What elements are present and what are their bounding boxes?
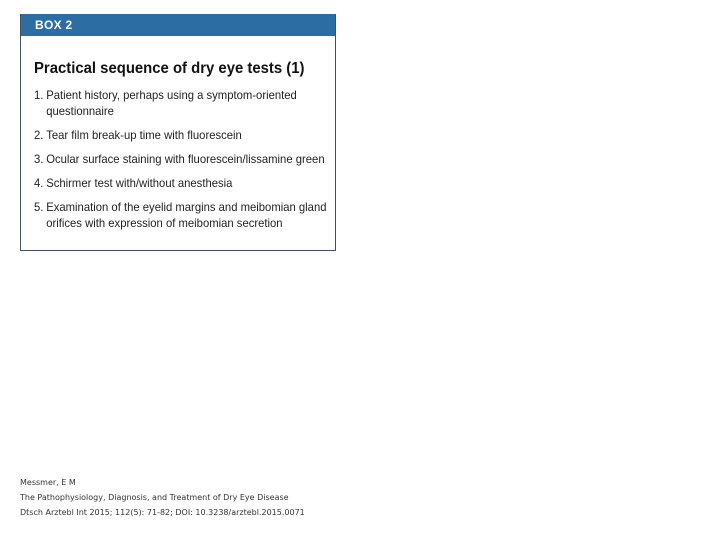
item-text: Ocular surface staining with fluorescein/lissamine green [46, 152, 325, 166]
citation-reference: Dtsch Arztebl Int 2015; 112(5): 71-82; DOI: 10.3238/arztebl.2015.0071 [20, 508, 305, 517]
item-text: questionnaire [46, 104, 114, 118]
box-title: Practical sequence of dry eye tests (1) [34, 60, 305, 77]
box-header-bar [21, 14, 335, 36]
citation [20, 475, 305, 520]
item-number: 4. [34, 176, 44, 190]
item-number: 5. [34, 200, 44, 214]
citation-title: The Pathophysiology, Diagnosis, and Treatment of Dry Eye Disease [20, 493, 289, 502]
box-2-panel [20, 14, 336, 251]
list-item [34, 87, 316, 119]
item-number: 1. [34, 88, 44, 102]
item-text: Examination of the eyelid margins and meibomian gland [46, 200, 327, 214]
list-item [34, 151, 325, 167]
list-item [34, 199, 327, 231]
item-number: 3. [34, 152, 44, 166]
item-text: orifices with expression of meibomian secretion [46, 216, 283, 230]
item-number: 2. [34, 128, 44, 142]
item-text: Tear film break-up time with fluorescein [46, 128, 242, 142]
item-text: Patient history, perhaps using a symptom-oriented [46, 88, 297, 102]
item-text: Schirmer test with/without anesthesia [46, 176, 233, 190]
box-label: BOX 2 [35, 18, 73, 32]
list-item [34, 127, 316, 143]
test-sequence-list [34, 87, 334, 239]
list-item [34, 175, 316, 191]
citation-author: Messmer, E M [20, 478, 76, 487]
